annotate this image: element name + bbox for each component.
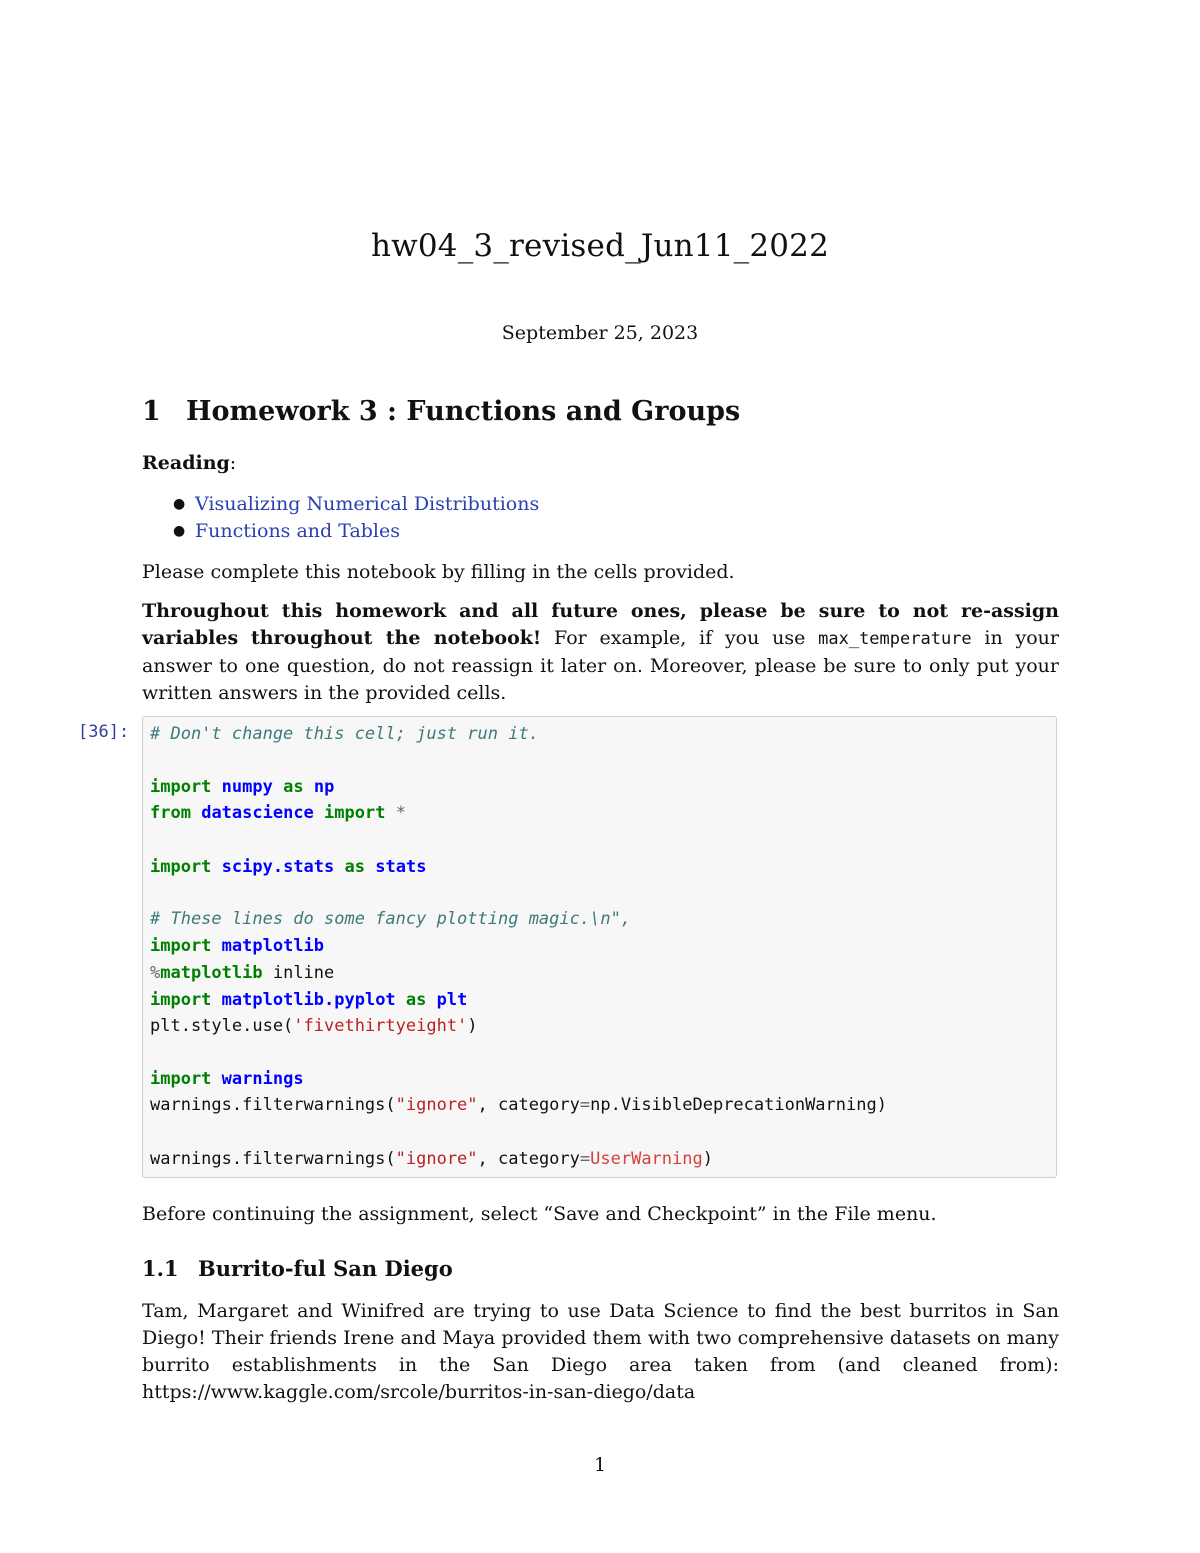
reading-link-visualizing[interactable]: Visualizing Numerical Distributions bbox=[195, 493, 540, 515]
reading-label-text: Reading bbox=[142, 452, 230, 474]
reading-label-colon: : bbox=[229, 452, 237, 474]
warning-text-2: in your answer to one question, do not reassign it later on. Moreover, please be sure to only put your written answers in the provided cells. bbox=[142, 627, 1059, 704]
code-text: ) bbox=[467, 1016, 478, 1036]
code-text: np.VisibleDeprecationWarning) bbox=[590, 1095, 887, 1115]
code-line bbox=[150, 989, 467, 1011]
code-keyword: as bbox=[344, 857, 365, 877]
subsection-heading bbox=[142, 1256, 453, 1281]
code-line bbox=[150, 856, 426, 878]
code-string: 'fivethirtyeight' bbox=[293, 1016, 468, 1036]
save-instruction: Before continuing the assignment, select “Save and Checkpoint” in the File menu. bbox=[142, 1203, 937, 1225]
code-line bbox=[150, 776, 334, 798]
cell-prompt: [36]: bbox=[78, 722, 130, 742]
section-number: 1 bbox=[142, 396, 161, 427]
document-date: September 25, 2023 bbox=[501, 322, 699, 344]
code-line bbox=[150, 935, 324, 957]
code-line bbox=[150, 802, 406, 824]
reading-label bbox=[142, 452, 236, 474]
code-operator: = bbox=[579, 1095, 591, 1115]
code-text: ) bbox=[702, 1149, 713, 1169]
code-module: np bbox=[313, 777, 335, 797]
code-operator: * bbox=[395, 803, 406, 823]
intro-paragraph: Please complete this notebook by filling in the cells provided. bbox=[142, 561, 735, 583]
code-module: datascience bbox=[201, 803, 314, 823]
code-line bbox=[150, 1148, 713, 1170]
code-comment: # Don't change this cell; just run it. bbox=[150, 724, 539, 744]
code-string: "ignore" bbox=[395, 1095, 478, 1115]
code-text: warnings.filterwarnings( bbox=[150, 1149, 396, 1169]
subsection-number: 1.1 bbox=[142, 1256, 179, 1281]
subsection-title: Burrito-ful San Diego bbox=[198, 1256, 453, 1281]
code-text: inline bbox=[262, 963, 335, 983]
code-line bbox=[150, 962, 334, 984]
code-keyword: import bbox=[150, 936, 212, 956]
code-text: , category bbox=[477, 1095, 580, 1115]
code-module: matplotlib.pyplot bbox=[221, 990, 396, 1010]
bullet-icon: ● bbox=[173, 496, 186, 512]
bullet-icon: ● bbox=[173, 523, 186, 539]
code-keyword: import bbox=[150, 990, 212, 1010]
code-exception: UserWarning bbox=[590, 1149, 703, 1169]
code-magic: matplotlib bbox=[160, 963, 263, 983]
list-item bbox=[173, 491, 539, 518]
code-text: warnings.filterwarnings( bbox=[150, 1095, 396, 1115]
section-title: Homework 3 : Functions and Groups bbox=[186, 396, 741, 427]
code-keyword: import bbox=[150, 857, 212, 877]
code-text: , category bbox=[477, 1149, 580, 1169]
code-keyword: as bbox=[283, 777, 304, 797]
code-keyword: from bbox=[150, 803, 191, 823]
code-module: stats bbox=[375, 857, 427, 877]
code-keyword: import bbox=[150, 1069, 212, 1089]
code-comment: # These lines do some fancy plotting magic.\n", bbox=[150, 909, 632, 929]
code-module: scipy.stats bbox=[221, 857, 335, 877]
warning-bold-1: Throughout this homework and all future ones, please be sure to not re-assign variables bbox=[142, 600, 1059, 649]
warning-paragraph bbox=[142, 598, 1059, 707]
burrito-paragraph: Tam, Margaret and Winifred are trying to use Data Science to find the best burritos in San Diego! Their friends Irene and Maya provided them with two comprehensive datasets on many burrito establishments in the San Diego area taken from (and cleaned from): https://www.kaggle.com/srcole/burritos-in-san-diego/data bbox=[142, 1300, 1059, 1403]
code-line bbox=[150, 723, 539, 745]
code-string: "ignore" bbox=[395, 1149, 478, 1169]
code-line bbox=[150, 908, 631, 930]
code-keyword: import bbox=[150, 777, 212, 797]
code-module: warnings bbox=[221, 1069, 304, 1089]
code-module: matplotlib bbox=[221, 936, 325, 956]
code-line bbox=[150, 1015, 478, 1037]
document-title: hw04_3_revised_Jun11_2022 bbox=[370, 228, 830, 264]
warning-text-1: For example, if you use bbox=[541, 627, 819, 649]
warning-bold-2: throughout the notebook! bbox=[250, 627, 542, 649]
reading-list bbox=[173, 491, 539, 545]
code-keyword: import bbox=[324, 803, 386, 823]
code-line bbox=[150, 1094, 887, 1116]
code-keyword: as bbox=[405, 990, 427, 1010]
code-operator: % bbox=[150, 963, 161, 983]
code-module: plt bbox=[436, 990, 468, 1010]
code-operator: = bbox=[579, 1149, 591, 1169]
code-line bbox=[150, 1068, 304, 1090]
section-heading bbox=[142, 396, 740, 427]
inline-code: max_temperature bbox=[818, 629, 972, 649]
code-cell[interactable] bbox=[142, 716, 1057, 1178]
code-text: plt.style.use( bbox=[150, 1016, 294, 1036]
page-number: 1 bbox=[593, 1454, 607, 1476]
code-module: numpy bbox=[221, 777, 273, 797]
list-item bbox=[173, 518, 539, 545]
reading-link-functions[interactable]: Functions and Tables bbox=[195, 520, 401, 542]
